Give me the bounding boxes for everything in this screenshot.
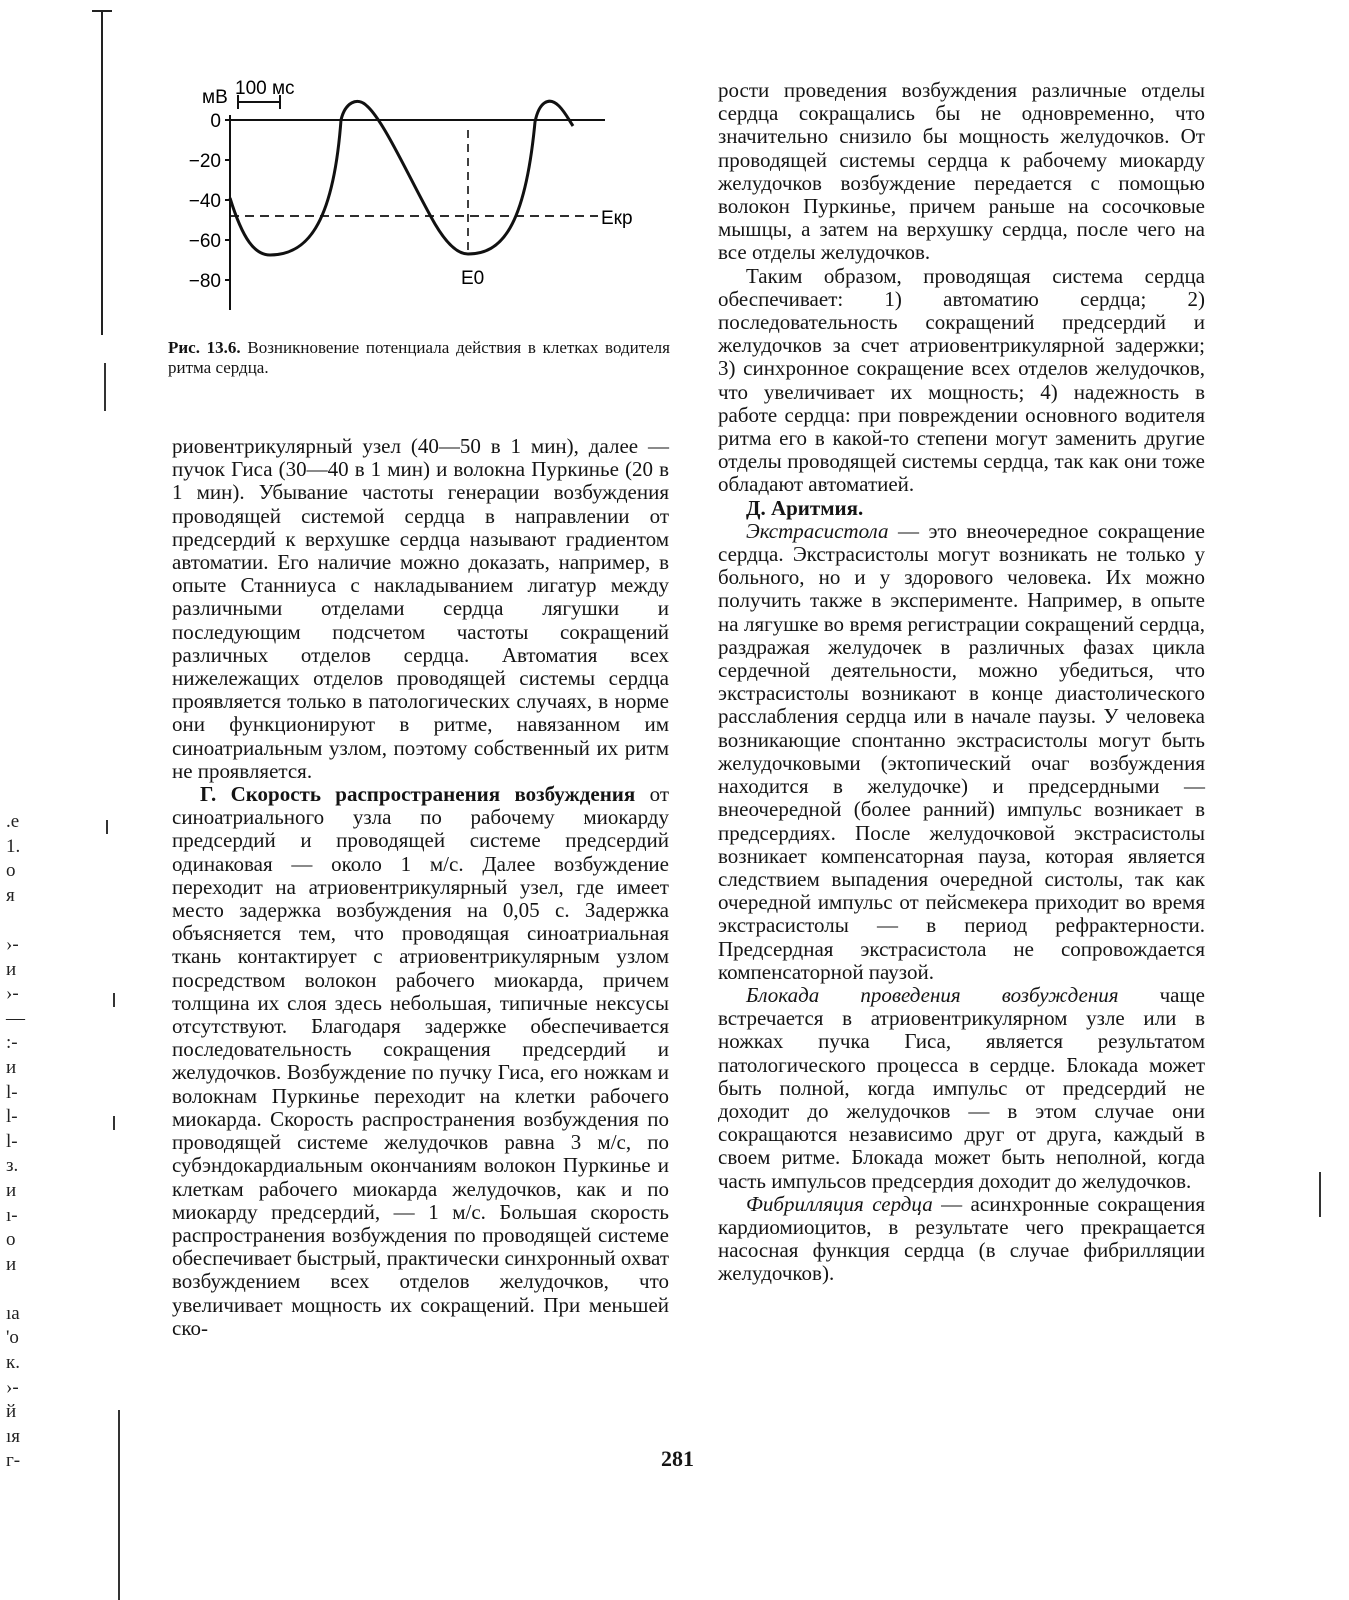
margin-fragment: я [6, 884, 15, 906]
margin-fragment: l- [6, 1130, 18, 1152]
ekr-label: Eкр [601, 208, 633, 229]
caption-text: Возникновение потенциала действия в клетках водителя ритма сердца. [168, 338, 670, 377]
section-d-heading: Д. Аритмия. [746, 495, 864, 520]
scan-mark [106, 820, 108, 834]
extrasystole-term: Экстрасистола [746, 518, 889, 543]
margin-fragment: 1. [6, 835, 21, 857]
blockade-paragraph [718, 984, 1205, 1193]
extrasystole-text: — это внеочередное сокращение сердца. Экстрасистолы могут возникать не только у больного, но и у здорового человека. Их можно получить также в эксперименте. Например, в опыте на лягушке во время регистрации сокращений сердца, раздражая желудочек в различных фазах цикла сердечной деятельности, можно убедиться, что экстрасистолы возникают в конце диастолического расслабления сердца или в начале паузы. У человека возникающие спонтанно экстрасистолы могут быть желудочковыми (эктопический очаг возбуждения находится в желудочке) и предсердными — внеочередной (более ранний) импульс возникает в предсердиях. После желудочковой экстрасистолы возникает компенсаторная пауза, которая является следствием выпадения очередной систолы, так как очередной импульс от пейсмекера приходит во время экстрасистолы — в период рефрактерности. Предсердная экстрасистола не сопровождается компенсаторной паузой. [718, 518, 1205, 984]
tick-label-minus80: −80 [188, 271, 221, 292]
left-paragraph-2 [172, 783, 669, 1340]
scan-mark [113, 1116, 115, 1130]
margin-fragment: ›- [6, 1376, 19, 1398]
scale-label: 100 мс [235, 78, 295, 99]
margin-fragment: и [6, 958, 17, 980]
margin-fragment: и [6, 1253, 17, 1275]
scan-mark [118, 1410, 120, 1600]
blockade-text: чаще встречается в атриовентрикулярном узле или в ножках пучка Гиса, является результатом патологического процесса в сердце. Блокада может быть полной, когда импульс от предсердий не доходит до желудочков — в этом случае они сокращаются независимо друг от друга, каждый в своем ритме. Блокада может быть неполной, когда часть импульсов предсердия доходит до желудочков. [718, 982, 1205, 1193]
extrasystole-paragraph [718, 520, 1205, 984]
scan-mark [104, 363, 106, 411]
section-g-heading: Г. Скорость распространения возбуждения [200, 782, 636, 807]
left-column [172, 435, 669, 1340]
scan-mark [113, 993, 115, 1007]
margin-fragment: й [6, 1401, 17, 1423]
margin-fragments [6, 810, 42, 1474]
margin-fragment [6, 1277, 42, 1302]
caption-label: Рис. 13.6. [168, 338, 241, 357]
left-paragraph-1: риовентрикулярный узел (40—50 в 1 мин), далее — пучок Гиса (30—40 в 1 мин) и волокна Пуркинье (20 в 1 мин). Убывание частоты генерации возбуждения проводящей системой сердца в направлении от предсердий к верхушке сердца называют градиентом автоматии. Его наличие можно доказать, например, в опыте Станниуса с накладыванием лигатур между различными отделами сердца лягушки и последующим подсчетом частоты сокращений различных отделов сердца. Автоматия всех нижележащих отделов проводящей системы сердца проявляется только в патологических случаях, в норме они функционируют в ритме, навязанном им синоатриальным узлом, поэтому собственный их ритм не проявляется. [172, 434, 669, 783]
margin-fragment: ›- [6, 983, 19, 1005]
potential-curve [230, 101, 573, 255]
margin-fragment: :- [6, 1032, 18, 1054]
right-column [718, 79, 1205, 1286]
y-unit-label: мВ [202, 87, 228, 108]
margin-fragment: ıя [6, 1425, 21, 1447]
margin-fragment: ı- [6, 1204, 18, 1226]
fibrillation-paragraph [718, 1193, 1205, 1286]
margin-fragment: .е [6, 811, 20, 832]
margin-fragment: и [6, 1179, 17, 1201]
scan-mark [1319, 1172, 1321, 1217]
page-number: 281 [661, 1446, 694, 1471]
margin-fragment: и [6, 1056, 17, 1078]
margin-fragment: l- [6, 1106, 18, 1128]
tick-label-0: 0 [210, 111, 221, 132]
action-potential-figure [185, 58, 665, 328]
blockade-term: Блокада проведения возбуждения [746, 982, 1119, 1007]
margin-fragment: з. [6, 1155, 19, 1177]
margin-fragment [6, 908, 42, 933]
margin-fragment: ›- [6, 933, 19, 955]
margin-fragment: 'о [6, 1327, 19, 1349]
section-g-text: от синоатриального узла по рабочему миокарду предсердий и проводящей системе предсердий одинаковая — около 1 м/с. Далее возбуждение переходит на атриовентрикулярный узел, где имеет место задержка возбуждения на 0,05 с. Задержка объясняется тем, что проводящая синоатриальная ткань контактирует с атриовентрикулярным узлом посредством волокон рабочего миокарда, причем толщина их слоя здесь небольшая, типичные нексусы отсутствуют. Благодаря задержке обеспечивается последовательность сокращения предсердий и желудочков. Возбуждение по пучку Гиса, его ножкам и волокнам Пуркинье переходит на клетки рабочего миокарда. Скорость распространения возбуждения по проводящей системе желудочков равна 3 м/с, по субэндокардиальным окончаниям волокон Пуркинье и клеткам рабочего миокарда желудочков, как и по миокарду предсердий, — 1 м/с. Большая скорость распространения возбуждения по проводящей системе обеспечивает быстрый, практически синхронный охват возбуждением всех отделов желудочков, что увеличивает мощность их сокращений. При меньшей ско- [172, 782, 669, 1340]
tick-label-minus20: −20 [188, 151, 221, 172]
margin-fragment: г- [6, 1450, 21, 1472]
fibrillation-text: — асинхронные сокращения кардиомиоцитов, в результате чего прекращается насосная функция сердца (в случае фибрилляции желудочков). [718, 1191, 1205, 1286]
e0-label: E0 [461, 268, 485, 289]
margin-fragment: о [6, 1229, 16, 1251]
right-paragraph-1: рости проведения возбуждения различные отделы сердца сокращались бы не одновременно, что значительно снизило бы мощность желудочков. От проводящей системы сердца к рабочему миокарду желудочков возбуждение передается с помощью волокон Пуркинье, причем раньше на сосочковые мышцы, а затем на верхушку сердца, после чего на все отделы желудочков. [718, 78, 1205, 265]
tick-label-minus40: −40 [188, 191, 221, 212]
margin-fragment: — [6, 1007, 25, 1029]
margin-fragment: l- [6, 1081, 18, 1103]
figure-caption [168, 338, 670, 378]
margin-fragment: к. [6, 1352, 20, 1374]
margin-fragment: о [6, 860, 16, 882]
binding-edge-line [101, 10, 103, 335]
margin-fragment: ıа [6, 1302, 20, 1324]
right-paragraph-2: Таким образом, проводящая система сердца обеспечивает: 1) автоматию сердца; 2) последовательность сокращений предсердий и желудочков за счет атриовентрикулярной задержки; 3) синхронное сокращение всех отделов желудочков, что увеличивает их мощность; 4) надежность в работе сердца: при повреждении основного водителя ритма его в какой-то степени могут заменить другие отделы проводящей системы сердца, так как они тоже обладают автоматией. [718, 263, 1205, 497]
tick-label-minus60: −60 [188, 231, 221, 252]
fibrillation-term: Фибрилляция сердца [746, 1191, 933, 1216]
